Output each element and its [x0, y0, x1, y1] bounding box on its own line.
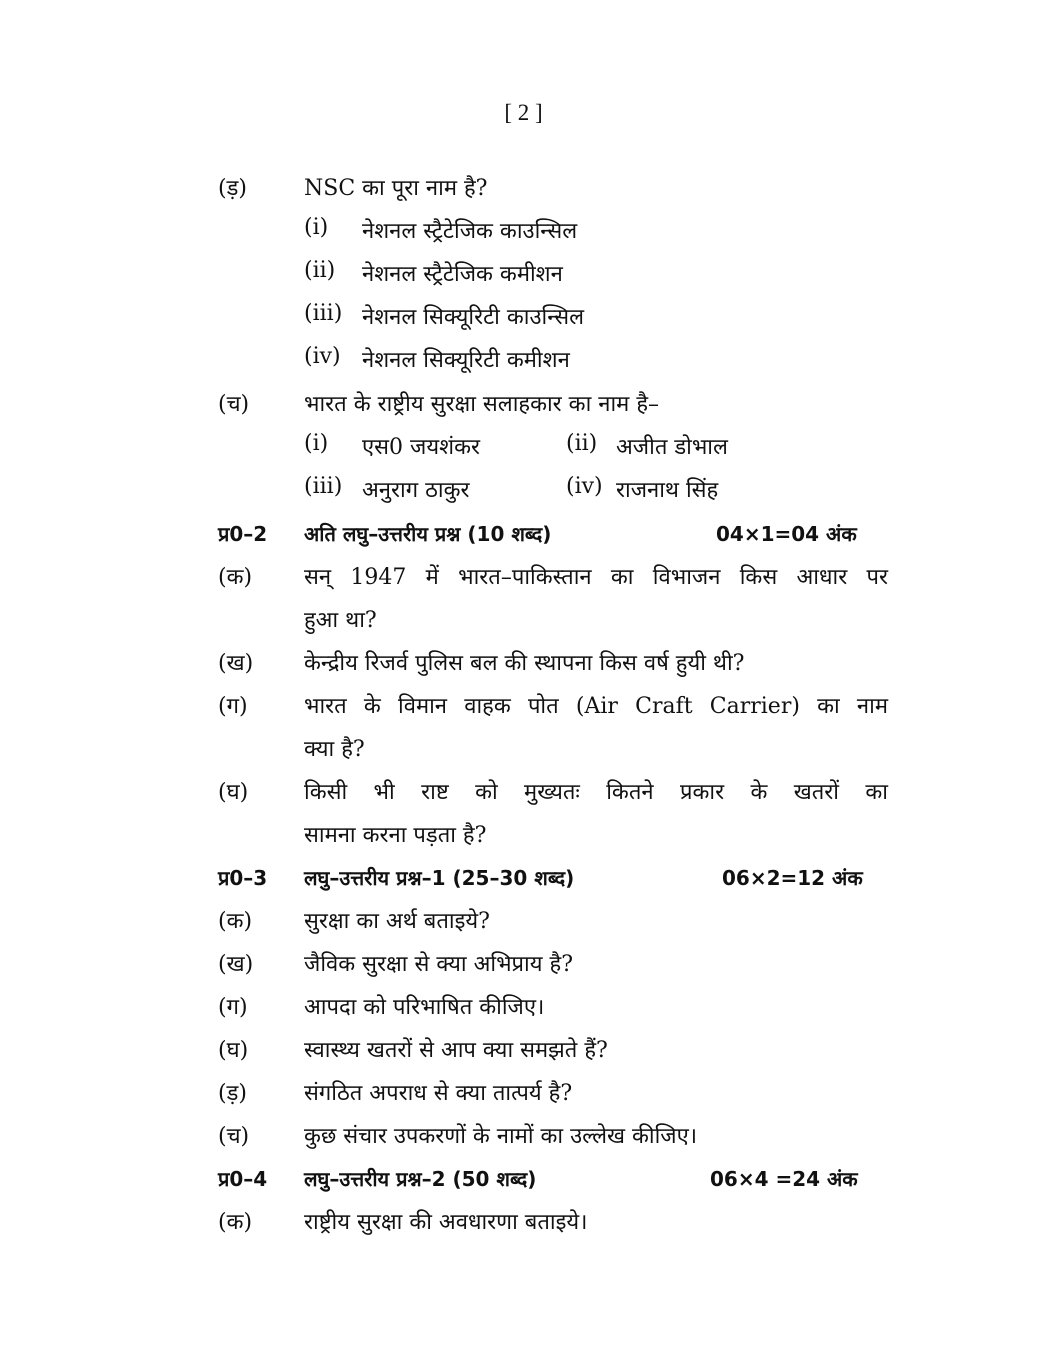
question-item	[0, 172, 1047, 212]
page-number: [ 2 ]	[504, 100, 543, 125]
question-item	[0, 948, 1047, 988]
question-item	[0, 690, 1047, 730]
item-label: (क)	[218, 1210, 253, 1235]
option-row	[0, 431, 1047, 471]
question-text: सामना करना पड़ता है?	[304, 823, 487, 848]
question-text: NSC का पूरा नाम है?	[304, 176, 488, 201]
section-label: प्र0–4	[218, 1167, 268, 1191]
section-label: प्र0–2	[218, 522, 268, 546]
item-label: (च)	[218, 392, 250, 417]
question-item	[0, 388, 1047, 428]
question-item	[0, 1034, 1047, 1074]
option-row	[0, 344, 1047, 384]
question-text: स्वास्थ्य खतरों से आप क्या समझते हैं?	[304, 1038, 608, 1063]
question-continuation	[0, 604, 1047, 644]
option-row	[0, 301, 1047, 341]
section-marks: 04×1=04 अंक	[716, 522, 857, 546]
question-item	[0, 905, 1047, 945]
option-row	[0, 215, 1047, 255]
question-text: राष्ट्रीय सुरक्षा की अवधारणा बताइये।	[304, 1210, 588, 1235]
option-text: नेशनल स्ट्रैटेजिक काउन्सिल	[362, 219, 578, 244]
question-item	[0, 647, 1047, 687]
question-text: क्या है?	[304, 737, 365, 762]
section-heading	[0, 520, 1047, 560]
option-number: (ii)	[566, 431, 598, 456]
section-title: अति लघु–उत्तरीय प्रश्न (10 शब्द)	[304, 522, 552, 546]
question-text: कुछ संचार उपकरणों के नामों का उल्लेख कीजिए।	[304, 1124, 698, 1149]
option-text: राजनाथ सिंह	[616, 478, 719, 503]
question-text: संगठित अपराध से क्या तात्पर्य है?	[304, 1081, 573, 1106]
option-number: (iv)	[566, 474, 603, 499]
option-number: (iv)	[304, 344, 341, 369]
question-text: जैविक सुरक्षा से क्या अभिप्राय है?	[304, 952, 573, 977]
section-marks: 06×2=12 अंक	[722, 866, 863, 890]
section-marks: 06×4 =24 अंक	[710, 1167, 858, 1191]
item-label: (ख)	[218, 651, 254, 676]
option-text: नेशनल स्ट्रैटेजिक कमीशन	[362, 262, 563, 287]
section-title: लघु–उत्तरीय प्रश्न–2 (50 शब्द)	[304, 1167, 537, 1191]
option-text: नेशनल सिक्यूरिटी काउन्सिल	[362, 305, 585, 330]
option-number: (ii)	[304, 258, 336, 283]
item-label: (घ)	[218, 1038, 249, 1063]
section-heading	[0, 1165, 1047, 1205]
question-item	[0, 561, 1047, 601]
option-text: अनुराग ठाकुर	[362, 478, 470, 503]
question-continuation	[0, 733, 1047, 773]
item-label: (ग)	[218, 995, 248, 1020]
option-number: (i)	[304, 215, 329, 240]
question-text: सन् 1947 में भारत–पाकिस्तान का विभाजन किस आधार पर	[304, 565, 888, 590]
item-label: (ख)	[218, 952, 254, 977]
item-label: (घ)	[218, 780, 249, 805]
question-text: किसी भी राष्ट को मुख्यतः कितने प्रकार के खतरों का	[304, 780, 888, 805]
option-text: अजीत डोभाल	[616, 435, 728, 460]
question-item	[0, 1206, 1047, 1246]
item-label: (ड़)	[218, 176, 247, 201]
option-text: नेशनल सिक्यूरिटी कमीशन	[362, 348, 570, 373]
option-number: (iii)	[304, 474, 343, 499]
section-heading	[0, 864, 1047, 904]
question-text: सुरक्षा का अर्थ बताइये?	[304, 909, 490, 934]
question-text: भारत के राष्ट्रीय सुरक्षा सलाहकार का नाम है–	[304, 392, 659, 417]
question-item	[0, 1120, 1047, 1160]
question-item	[0, 991, 1047, 1031]
question-item	[0, 776, 1047, 816]
question-text: हुआ था?	[304, 608, 377, 633]
option-row	[0, 474, 1047, 514]
item-label: (क)	[218, 565, 253, 590]
question-continuation	[0, 819, 1047, 859]
section-title: लघु–उत्तरीय प्रश्न–1 (25–30 शब्द)	[304, 866, 575, 890]
item-label: (ग)	[218, 694, 248, 719]
question-text: केन्द्रीय रिजर्व पुलिस बल की स्थापना किस वर्ष हुयी थी?	[304, 651, 745, 676]
question-text: भारत के विमान वाहक पोत (Air Craft Carrier) का नाम	[304, 694, 888, 719]
item-label: (ड़)	[218, 1081, 247, 1106]
option-number: (i)	[304, 431, 329, 456]
section-label: प्र0–3	[218, 866, 268, 890]
option-row	[0, 258, 1047, 298]
item-label: (च)	[218, 1124, 250, 1149]
option-number: (iii)	[304, 301, 343, 326]
option-text: एस0 जयशंकर	[362, 435, 480, 460]
question-item	[0, 1077, 1047, 1117]
question-text: आपदा को परिभाषित कीजिए।	[304, 995, 545, 1020]
item-label: (क)	[218, 909, 253, 934]
